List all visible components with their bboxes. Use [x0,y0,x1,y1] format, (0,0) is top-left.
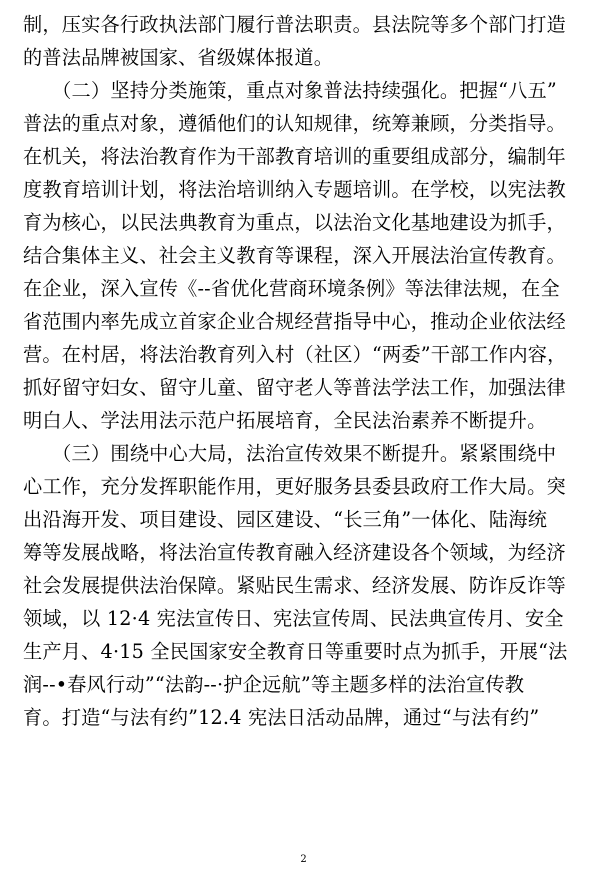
text-line-9: 在企业，深入宣传《--省优化营商环境条例》等法律法规，在全 [23,277,560,300]
text-line-13: 明白人、学法用法示范户拓展培育，全民法治素养不断提升。 [23,409,547,432]
text-line-8: 结合集体主义、社会主义教育等课程，深入开展法治宣传教育。 [23,244,566,267]
text-line-4: 普法的重点对象，遵循他们的认知规律，统筹兼顾，分类指导。 [23,112,566,135]
text-line-20: 生产月、4·15 全民国家安全教育日等重要时点为抓手，开展“法 [23,640,568,663]
text-line-3: （二）坚持分类施策，重点对象普法持续强化。把握“八五” [23,79,557,102]
text-line-18: 社会发展提供法治保障。紧贴民生需求、经济发展、防诈反诈等 [23,574,566,597]
text-line-14: （三）围绕中心大局，法治宣传效果不断提升。紧紧围绕中 [23,442,557,465]
text-line-22: 育。打造“与法有约”12.4 宪法日活动品牌，通过“与法有约” [23,706,540,729]
text-line-6: 度教育培训计划，将法治培训纳入专题培训。在学校，以宪法教 [23,178,566,201]
text-line-1: 制，压实各行政执法部门履行普法职责。县法院等多个部门打造 [23,13,566,36]
text-line-2: 的普法品牌被国家、省级媒体报道。 [23,46,334,69]
text-line-11: 营。在村居，将法治教育列入村（社区）“两委”干部工作内容， [23,343,567,366]
text-line-17: 筹等发展战略，将法治宣传教育融入经济建设各个领域，为经济 [23,541,566,564]
text-line-5: 在机关，将法治教育作为干部教育培训的重要组成部分，编制年 [23,145,566,168]
text-line-19: 领域，以 12·4 宪法宣传日、宪法宣传周、民法典宣传月、安全 [23,607,564,630]
text-line-10: 省范围内率先成立首家企业合规经营指导中心，推动企业依法经 [23,310,566,333]
text-line-21: 润--•春风行动”“法韵--·护企远航”等主题多样的法治宣传教 [23,673,525,696]
text-line-15: 心工作，充分发挥职能作用，更好服务县委县政府工作大局。突 [23,475,566,498]
text-line-12: 抓好留守妇女、留守儿童、留守老人等普法学法工作，加强法律 [23,376,566,399]
page-number: 2 [300,854,307,865]
text-line-7: 育为核心，以民法典教育为重点，以法治文化基地建设为抓手， [23,211,566,234]
body-text [23,8,591,734]
text-line-16: 出沿海开发、项目建设、园区建设、“长三角”一体化、陆海统 [23,508,548,531]
